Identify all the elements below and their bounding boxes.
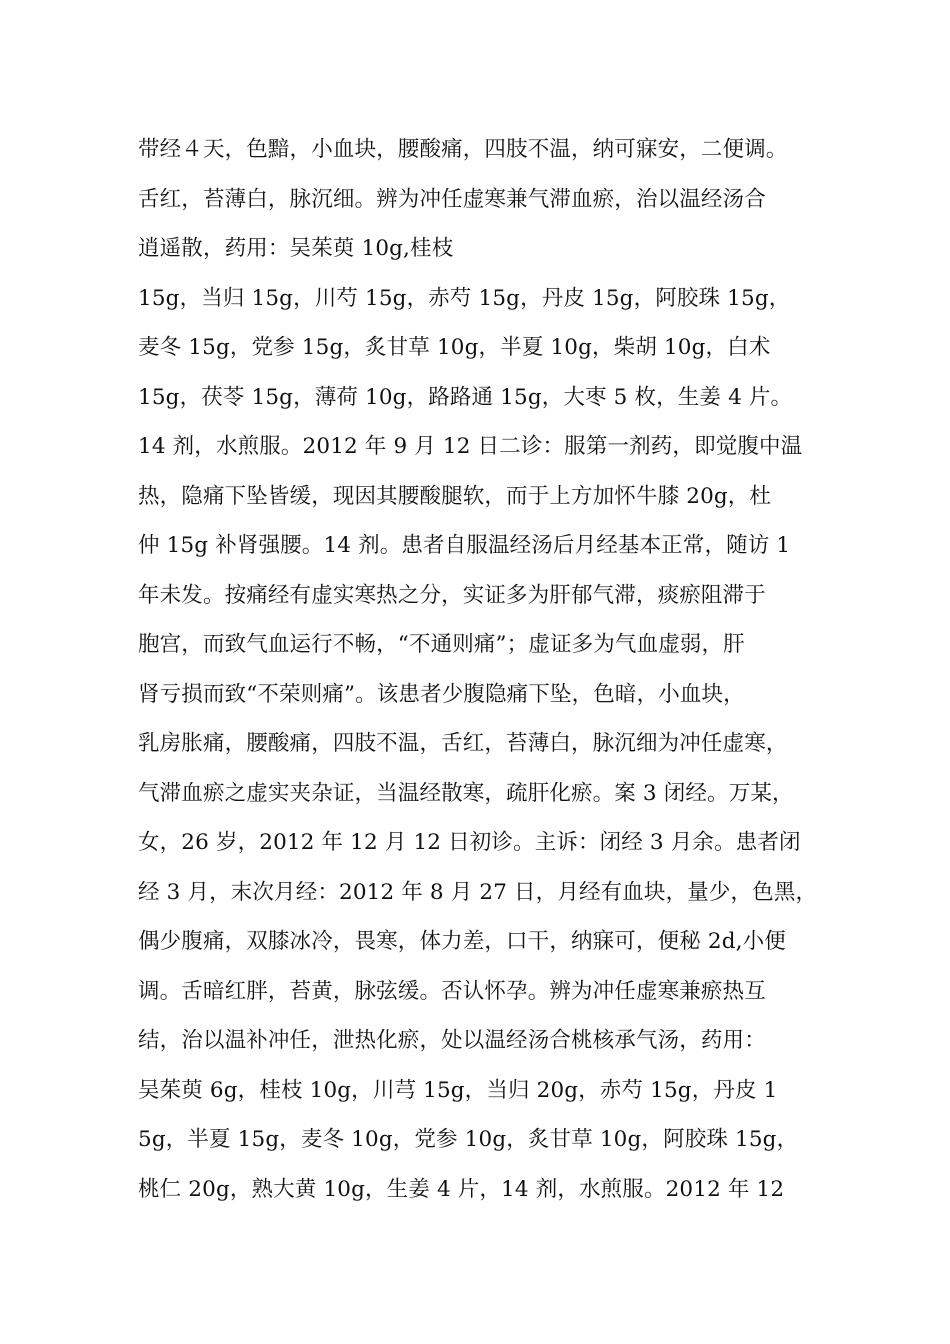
text-line: 带经４天，色黯，小血块，腰酸痛，四肢不温，纳可寐安，二便调。 xyxy=(138,137,788,162)
text-line: 15g，当归 15g，川芍 15g，赤芍 15g，丹皮 15g，阿胶珠 15g， xyxy=(138,285,791,311)
text-line: 乳房胀痛，腰酸痛，四肢不温，舌红，苔薄白，脉沉细为冲任虚寒， xyxy=(138,731,788,756)
text-line: 吴茱萸 6g，桂枝 10g，川芎 15g，当归 20g，赤芍 15g，丹皮 1 xyxy=(138,1077,778,1103)
text-line: 15g，茯苓 15g，薄荷 10g，路路通 15g，大枣 5 枚，生姜 4 片。 xyxy=(138,384,793,410)
text-line: 舌红，苔薄白，脉沉细。辨为冲任虚寒兼气滞血瘀，治以温经汤合 xyxy=(138,186,766,212)
text-line: 热，隐痛下坠皆缓，现因其腰酸腿软，而于上方加怀牛膝 20g，杜 xyxy=(138,483,772,509)
text-line: 桃仁 20g，熟大黄 10g，生姜 4 片，14 剂，水煎服。2012 年 12 xyxy=(138,1176,785,1202)
text-line: 14 剂，水煎服。2012 年 9 月 12 日二诊：服第一剂药，即觉腹中温 xyxy=(138,434,803,459)
text-line: 麦冬 15g，党参 15g，炙甘草 10g，半夏 10g，柴胡 10g，白术 xyxy=(138,335,771,360)
text-line: 气滞血瘀之虚实夹杂证，当温经散寒，疏肝化瘀。案 3 闭经。万某， xyxy=(138,780,794,806)
text-line: 仲 15g 补肾强腰。14 剂。患者自服温经汤后月经基本正常，随访 1 xyxy=(138,533,791,558)
text-line: 经 3 月，末次月经：2012 年 8 月 27 日，月经有血块，量少，色黑， xyxy=(138,879,818,905)
text-line: 胞宫，而致气血运行不畅，“不通则痛”；虚证多为气血虚弱，肝 xyxy=(138,632,745,657)
text-line: 女，26 岁，2012 年 12 月 12 日初诊。主诉：闭经 3 月余。患者闭 xyxy=(138,830,801,855)
text-line: 5g，半夏 15g，麦冬 10g，党参 10g，炙甘草 10g，阿胶珠 15g， xyxy=(138,1127,799,1152)
text-line: 年未发。按痛经有虚实寒热之分，实证多为肝郁气滞，痰瘀阻滞于 xyxy=(138,582,766,608)
text-line: 调。舌暗红胖，苔黄，脉弦缓。否认怀孕。辨为冲任虚寒兼瘀热互 xyxy=(138,978,766,1004)
body-text xyxy=(138,125,818,1214)
text-line: 结，治以温补冲任，泄热化瘀，处以温经汤合桃核承气汤，药用： xyxy=(138,1028,766,1053)
text-line: 偶少腹痛，双膝冰冷，畏寒，体力差，口干，纳寐可，便秘 2d,小便 xyxy=(138,929,786,954)
text-line: 逍遥散，药用：吴茱萸 10g,桂枝 xyxy=(138,236,454,261)
text-line: 肾亏损而致“不荣则痛”。该患者少腹隐痛下坠，色暗，小血块， xyxy=(138,681,745,707)
